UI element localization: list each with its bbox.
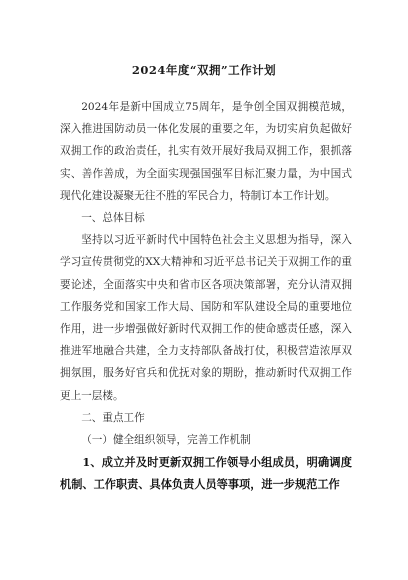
subsection-heading-organization: （一）健全组织领导，完善工作机制 (81, 434, 251, 447)
section-heading-key-work: 二、重点工作 (81, 411, 145, 424)
goals-paragraph: 坚持以习近平新时代中国特色社会主义思想为指导，深入学习宣传贯彻党的XX大精神和习近平总书记关于双拥工作的重要论述，全面落实中央和省市区各项决策部署，充分认清双拥工作服务党和国家工作大局、国防和军队建设全局的重要地位作用，进一步增强做好新时代双拥工作的使命感责任感，深入推进军地融合共建，全力支持部队备战打仗，积极营造浓厚双拥氛围，服务好官兵和优抚对象的期盼，推动新时代双拥工作更上一层楼。 (60, 234, 352, 402)
document-body (60, 96, 352, 496)
section-heading-goals: 一、总体目标 (81, 212, 145, 225)
document-title: 2024年度“双拥”工作计划 (131, 63, 277, 77)
item-1-paragraph: 1、成立并及时更新双拥工作领导小组成员，明确调度机制、工作职责、具体负责人员等事项，进一步规范工作 (60, 455, 352, 492)
intro-paragraph: 2024年是新中国成立75周年，是争创全国双拥模范城，深入推进国防动员一体化发展的重要之年，为切实肩负起做好双拥工作的政治责任，扎实有效开展好我局双拥工作，狠抓落实、善作善成，为全面实现强国强军目标汇聚力量，为中国式现代化建设凝聚无往不胜的军民合力，特制订本工作计划。 (60, 101, 352, 202)
